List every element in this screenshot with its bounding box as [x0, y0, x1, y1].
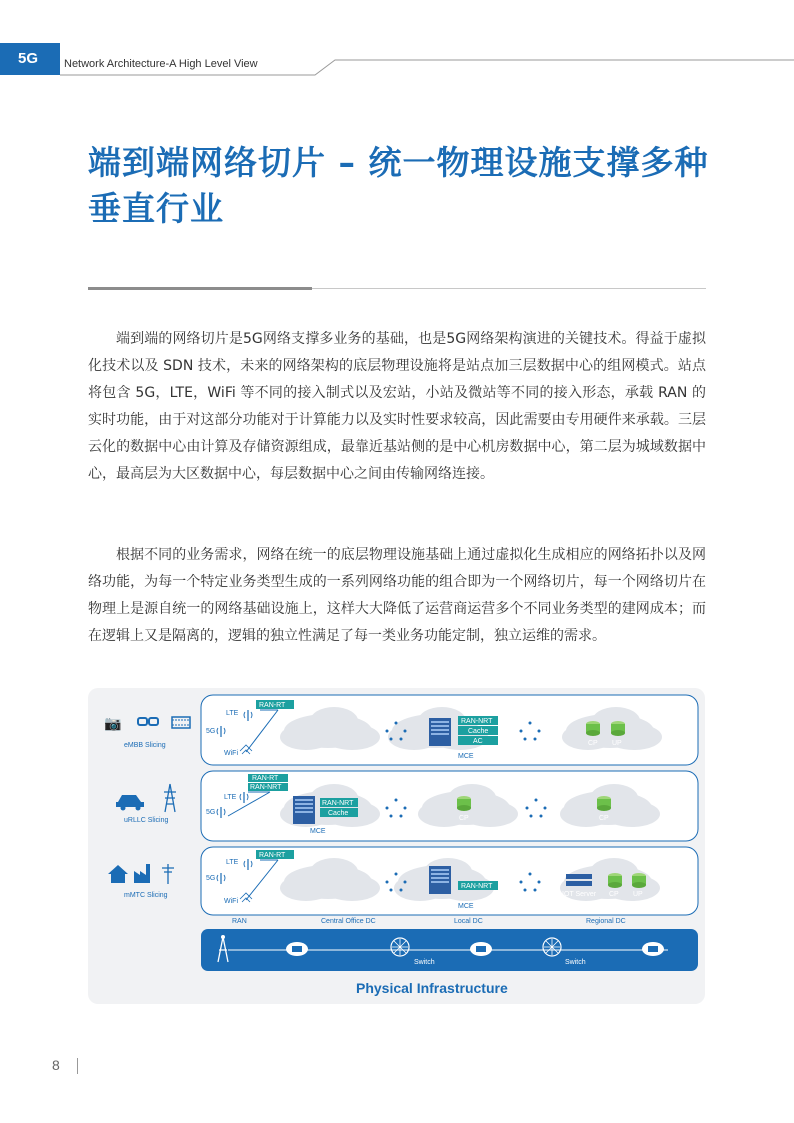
cloud-server-icon [470, 942, 492, 956]
mce-func-cache: Cache [328, 810, 349, 817]
switch-label: Switch [414, 959, 435, 966]
header-tab [0, 43, 60, 75]
body-paragraph-2: 根据不同的业务需求，网络在统一的底层物理设施基础上通过虚拟化生成相应的网络拓扑以及网络功能，为每一个特定业务类型生成的一系列网络功能的组合即为一个网络切片，每一个网络切片在物理上是源自统一的网络基础设施上，这样大大降低了运营商运营多个不同业务类型的建网成本；而在逻辑上又是隔离的，逻辑的独立性满足了每一类业务功能定制，独立运维的需求。 [88, 547, 706, 644]
switch-icon [391, 938, 409, 956]
body-paragraph-1: 端到端的网络切片是5G网络支撑多业务的基础，也是5G网络架构演进的关键技术。得益于虚拟化技术以及 SDN 技术，未来的网络架构的底层物理设施将是站点加三层数据中心的组网模式。站点将包含 5G，LTE，WiFi 等不同的接入制式以及宏站，小站及微站等不同的接入形态，承载 RAN 的实时功能，由于对这部分功能对于计算能力以及实时性要求较高，因此需要由专用硬件来承载。三层云化的数据中心由计算及存储资源组成，最靠近基站侧的是中心机房数据中心，第二层为城域数据中心，最高层为大区数据中心，每层数据中心之间由传输网络连接。 [88, 331, 706, 482]
vr-glasses-icon [138, 718, 158, 725]
header-line [60, 58, 794, 78]
mce-func-ac: AC [473, 738, 483, 745]
tier-ran: RAN [232, 918, 247, 925]
regional-cp: CP [588, 740, 598, 747]
page-number-divider [77, 1058, 78, 1074]
tier-local-dc: Local DC [454, 918, 483, 925]
title-divider-accent [88, 287, 312, 290]
regional-cp: CP [609, 891, 619, 898]
slice-label-urllc: uRLLC Slicing [124, 817, 169, 824]
switch-label: Switch [565, 959, 586, 966]
mce-func-ran-nrt: RAN-NRT [322, 800, 354, 807]
mce-func-ran-nrt: RAN-NRT [461, 718, 493, 725]
diagram-canvas [88, 688, 705, 1004]
physical-infrastructure-bar [201, 929, 698, 971]
slice-row-mmtc [108, 847, 698, 915]
mce-label: MCE [310, 828, 326, 835]
mce-label: MCE [458, 903, 474, 910]
page-number: 8 [52, 1057, 60, 1073]
tier-regional-dc: Regional DC [586, 918, 626, 925]
header-tab-label: 5G [18, 50, 39, 67]
cloud-server-icon [642, 942, 664, 956]
access-wifi: WiFi [224, 750, 238, 757]
mce-func-cache: Cache [468, 728, 489, 735]
physical-infrastructure-title: Physical Infrastructure [356, 980, 508, 996]
power-tower-icon [164, 784, 176, 812]
mce-func-ran-nrt: RAN-NRT [461, 883, 493, 890]
header-title: Network Architecture-A High Level View [64, 58, 258, 70]
regional-cp: CP [599, 815, 609, 822]
slice-label-embb: eMBB Slicing [124, 742, 166, 749]
ran-rt-label: RAN-RT [259, 852, 286, 859]
access-wifi: WiFi [224, 898, 238, 905]
slice-row-urllc [116, 771, 698, 841]
access-5g: 5G [206, 728, 216, 735]
power-line-icon [162, 864, 174, 884]
access-lte: LTE [224, 794, 237, 801]
regional-iot-server: IOT Server [562, 891, 597, 898]
page-title: 端到端网络切片 – 统一物理设施支撑多种垂直行业 [88, 143, 709, 228]
network-slicing-diagram [88, 688, 705, 1004]
ran-nrt-label: RAN-NRT [250, 784, 282, 791]
access-5g: 5G [206, 875, 216, 882]
cloud-server-icon [286, 942, 308, 956]
camera-icon: 📷 [104, 716, 122, 732]
tier-central-office-dc: Central Office DC [321, 918, 376, 925]
local-cp: CP [459, 815, 469, 822]
access-5g: 5G [206, 809, 216, 816]
access-lte: LTE [226, 859, 239, 866]
factory-icon [134, 864, 150, 883]
mce-label: MCE [458, 753, 474, 760]
slice-row-embb [104, 695, 698, 765]
car-icon [116, 795, 144, 811]
regional-up: UP [612, 740, 622, 747]
switch-icon [543, 938, 561, 956]
film-icon [172, 717, 190, 728]
ran-rt-label: RAN-RT [259, 702, 286, 709]
home-icon [108, 865, 128, 883]
slice-label-mmtc: mMTC Slicing [124, 892, 168, 899]
ran-rt-label: RAN-RT [252, 775, 279, 782]
regional-up: UP [633, 891, 643, 898]
access-lte: LTE [226, 710, 239, 717]
